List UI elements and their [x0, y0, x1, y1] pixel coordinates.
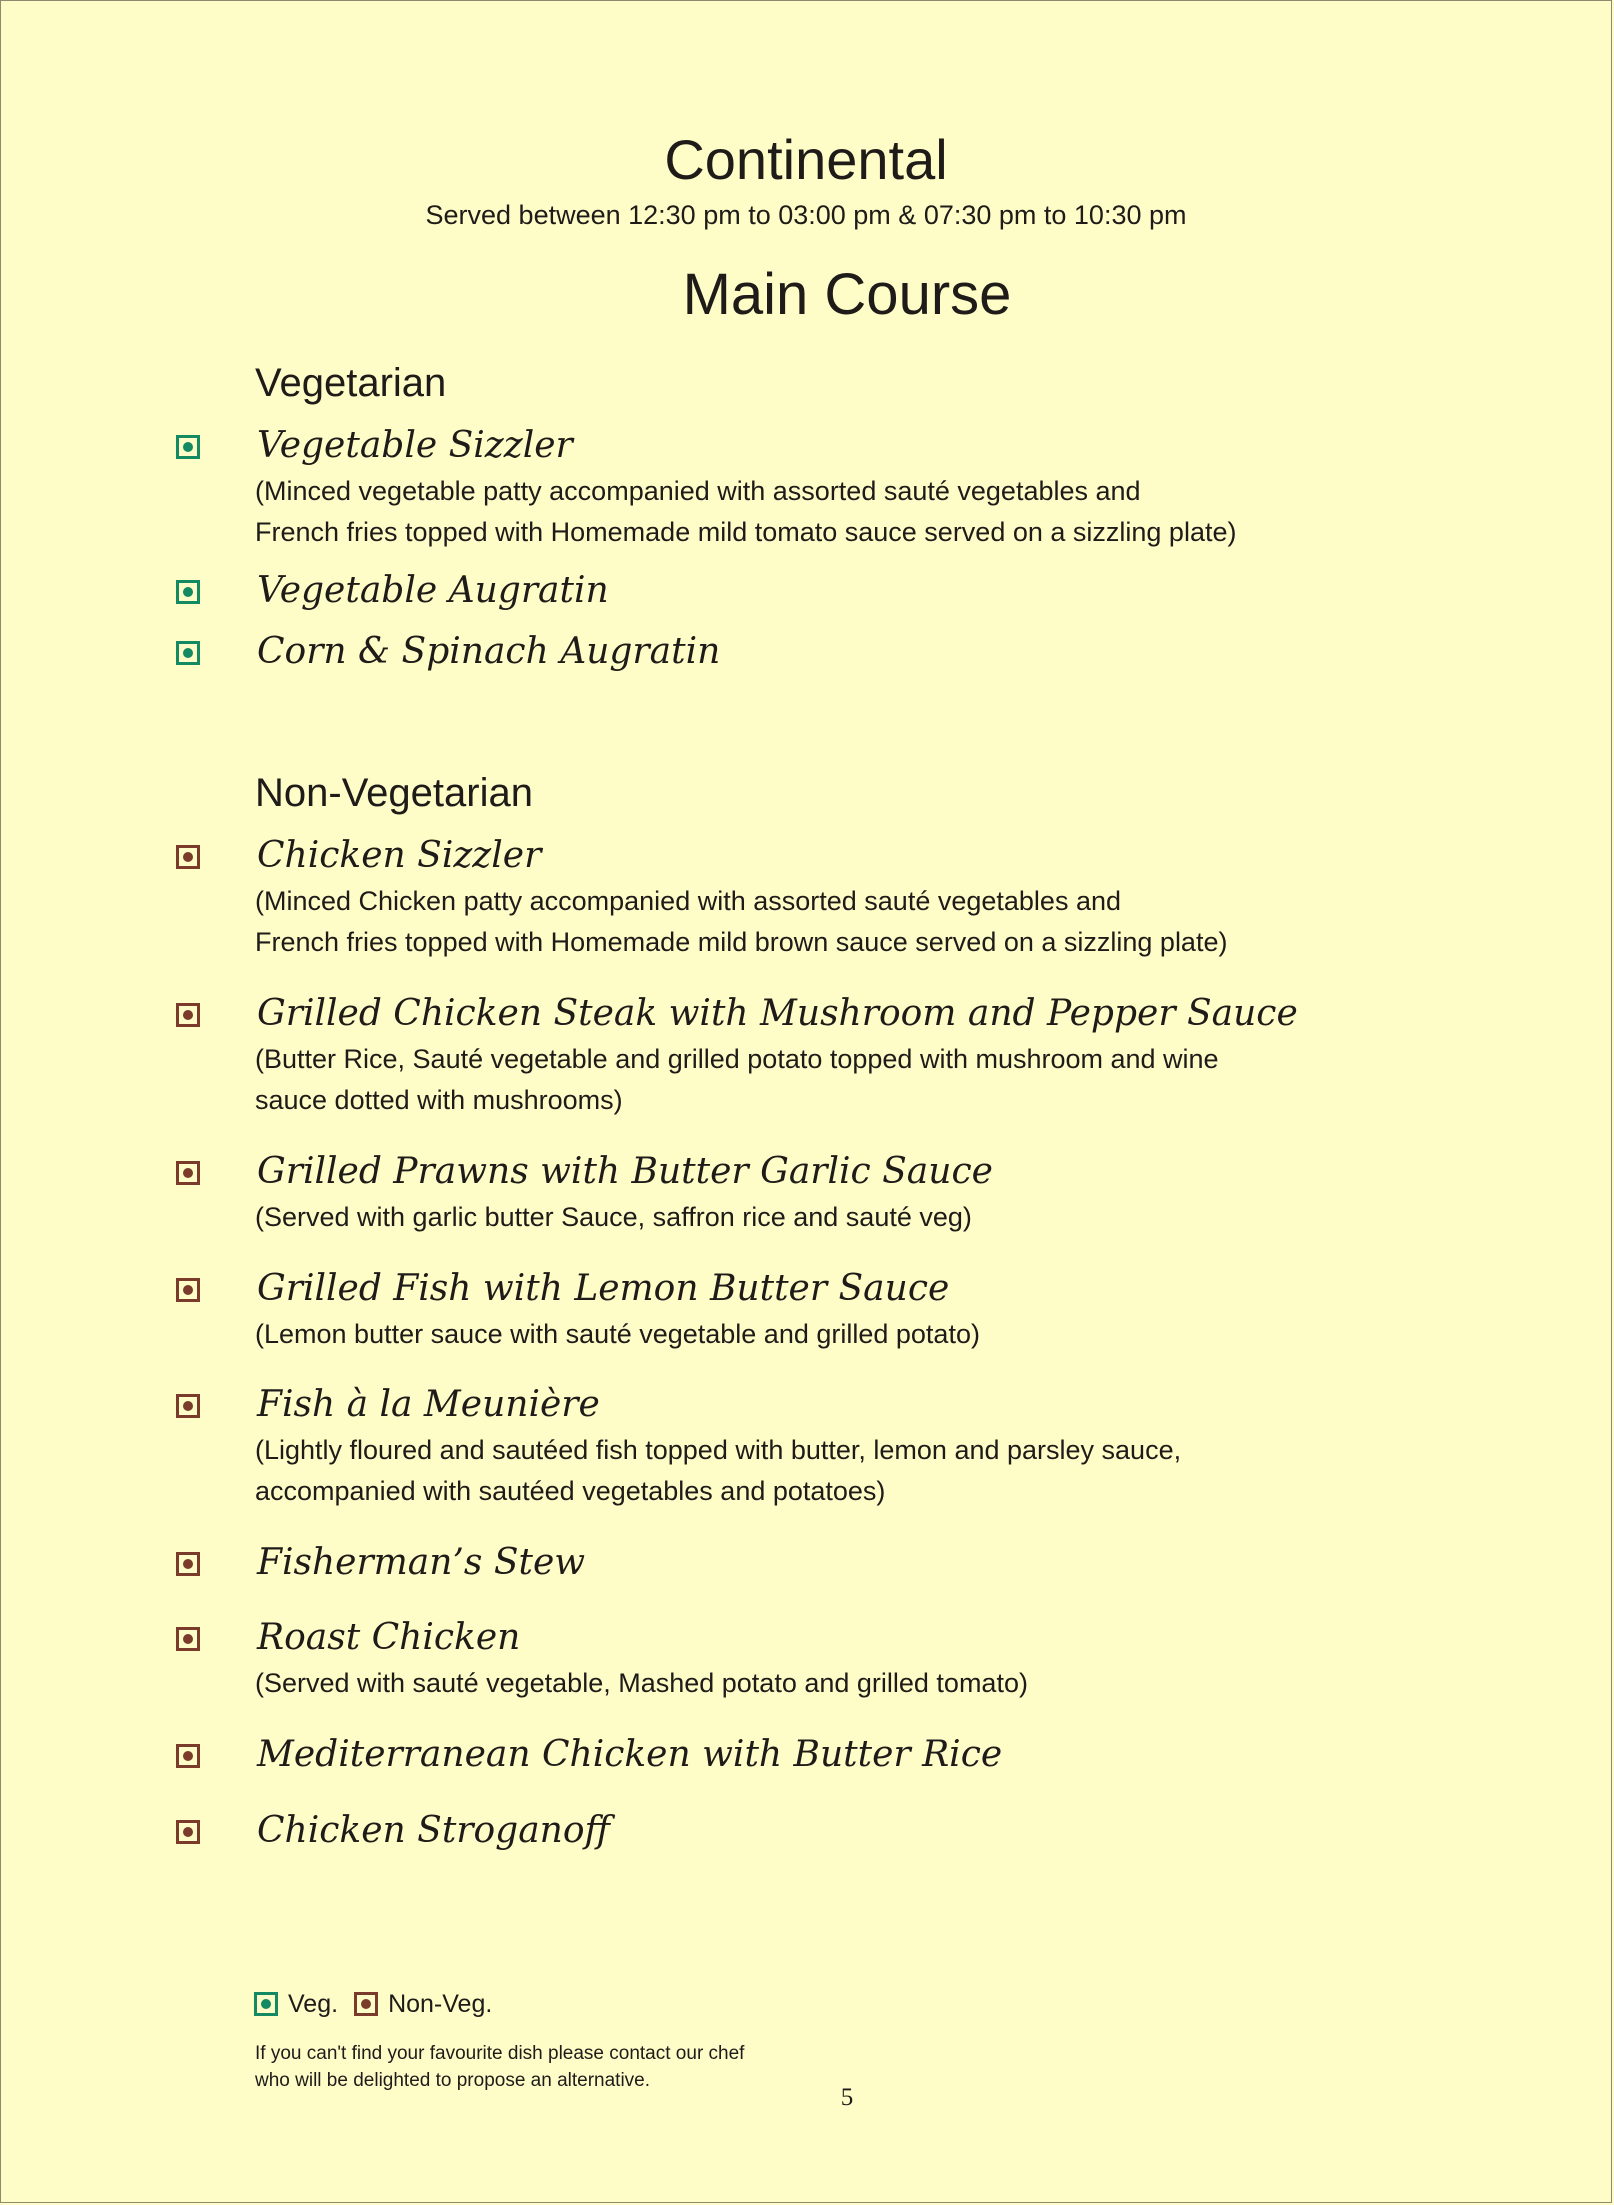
- dish-description: [255, 1314, 1355, 1355]
- veg-icon: [176, 580, 200, 604]
- non-veg-icon: [176, 1627, 200, 1651]
- chef-note-line: who will be delighted to propose an alternative.: [255, 2070, 651, 2091]
- dish-name: Vegetable Sizzler: [257, 425, 573, 466]
- page-title: Continental: [664, 128, 948, 191]
- legend-non-veg-label: Non-Veg.: [388, 1989, 493, 2018]
- dish-description-line: accompanied with sautéed vegetables and potatoes): [255, 1476, 886, 1506]
- dish-description: [255, 1430, 1355, 1512]
- dish-name: Fisherman’s Stew: [257, 1542, 586, 1583]
- dish-name: Grilled Fish with Lemon Butter Sauce: [257, 1268, 950, 1309]
- dish-name: Vegetable Augratin: [257, 570, 609, 611]
- non-veg-icon: [176, 1394, 200, 1418]
- non-veg-icon: [176, 845, 200, 869]
- dish-description-line: (Minced vegetable patty accompanied with assorted sauté vegetables and: [255, 476, 1141, 506]
- section-heading-non-vegetarian: Non-Vegetarian: [255, 771, 533, 815]
- dish-description-line: French fries topped with Homemade mild tomato sauce served on a sizzling plate): [255, 517, 1237, 547]
- dish-name: Mediterranean Chicken with Butter Rice: [257, 1734, 1003, 1775]
- dish-description: [255, 1663, 1355, 1704]
- section-heading-vegetarian: Vegetarian: [255, 361, 447, 405]
- legend: [254, 1987, 508, 2021]
- dish-description-line: French fries topped with Homemade mild brown sauce served on a sizzling plate): [255, 927, 1228, 957]
- non-veg-icon: [176, 1278, 200, 1302]
- dish-description-line: (Butter Rice, Sauté vegetable and grilled potato topped with mushroom and wine: [255, 1044, 1219, 1074]
- dish-description: [255, 1197, 1355, 1238]
- non-veg-icon: [176, 1744, 200, 1768]
- dish-description-line: (Lightly floured and sautéed fish topped with butter, lemon and parsley sauce,: [255, 1435, 1182, 1465]
- serving-hours: Served between 12:30 pm to 03:00 pm & 07:30 pm to 10:30 pm: [425, 200, 1187, 230]
- non-veg-icon: [176, 1161, 200, 1185]
- dish-description-line: (Served with garlic butter Sauce, saffron rice and sauté veg): [255, 1202, 972, 1232]
- dish-description: [255, 471, 1355, 553]
- non-veg-icon: [176, 1552, 200, 1576]
- dish-description: [255, 881, 1355, 963]
- legend-veg-label: Veg.: [288, 1989, 339, 2018]
- dish-description: [255, 1039, 1355, 1121]
- course-title: Main Course: [682, 262, 1012, 327]
- dish-description-line: (Minced Chicken patty accompanied with assorted sauté vegetables and: [255, 886, 1121, 916]
- non-veg-icon: [176, 1003, 200, 1027]
- veg-icon: [254, 1992, 278, 2016]
- veg-icon: [176, 641, 200, 665]
- dish-description-line: (Served with sauté vegetable, Mashed potato and grilled tomato): [255, 1668, 1028, 1698]
- dish-name: Corn & Spinach Augratin: [257, 631, 721, 672]
- dish-name: Grilled Prawns with Butter Garlic Sauce: [257, 1151, 993, 1192]
- non-veg-icon: [354, 1992, 378, 2016]
- page-number: 5: [840, 2084, 854, 2111]
- dish-description-line: sauce dotted with mushrooms): [255, 1085, 623, 1115]
- veg-icon: [176, 435, 200, 459]
- dish-name: Fish à la Meunière: [257, 1384, 600, 1425]
- dish-name: Grilled Chicken Steak with Mushroom and Pepper Sauce: [257, 993, 1298, 1034]
- dish-name: Chicken Stroganoff: [257, 1810, 611, 1851]
- chef-note-line: If you can't find your favourite dish please contact our chef: [255, 2043, 745, 2064]
- dish-name: Chicken Sizzler: [257, 835, 542, 876]
- dish-description-line: (Lemon butter sauce with sauté vegetable and grilled potato): [255, 1319, 980, 1349]
- non-veg-icon: [176, 1820, 200, 1844]
- dish-name: Roast Chicken: [257, 1617, 521, 1658]
